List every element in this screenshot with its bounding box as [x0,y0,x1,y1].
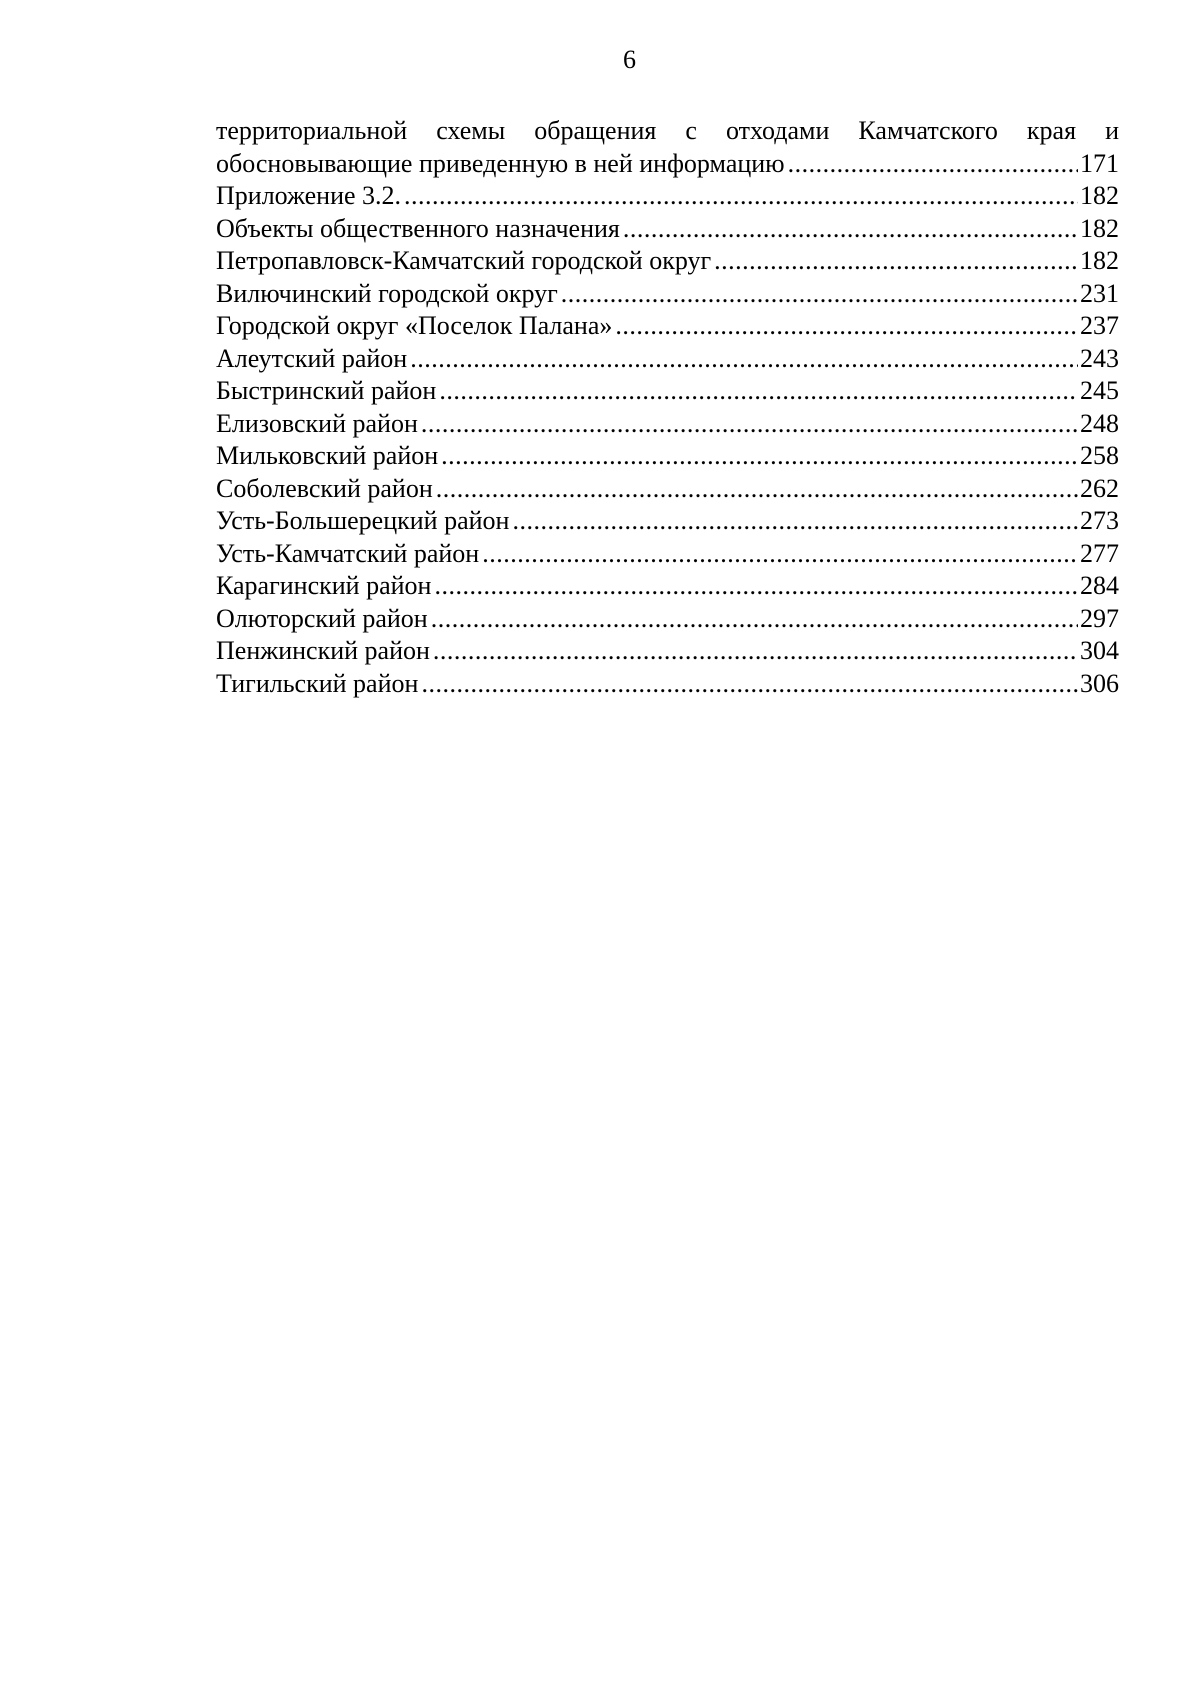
toc-entry-label: обосновывающие приведенную в ней информацию [216,148,785,178]
toc-continued-line: территориальной схемы обращения с отходами Камчатского края и [216,116,1119,145]
toc-entry[interactable] [216,375,1119,408]
toc-entry-label: Алеутский район [216,343,408,373]
dot-leader [512,505,1078,538]
toc-entry[interactable] [216,538,1119,571]
toc-entry-label: Пенжинский район [216,636,430,665]
toc-entry-page: 182 [1080,181,1119,210]
toc-entry-page: 245 [1080,376,1119,405]
toc-entry[interactable] [216,245,1119,278]
toc-entry-label: Олюторский район [216,603,428,633]
toc-entry-page: 304 [1080,636,1119,665]
dot-leader [561,278,1078,311]
toc-entry-page: 258 [1080,441,1119,470]
toc-entry[interactable] [216,668,1119,701]
toc-entry-label: Петропавловск-Камчатский городской округ [216,246,712,275]
dot-leader [436,473,1078,506]
dot-leader [615,310,1078,343]
toc-entry-page: 231 [1080,278,1119,308]
toc-entry[interactable] [216,440,1119,473]
toc-entry-label: Городской округ «Поселок Палана» [216,311,613,340]
toc-entry-label: Тигильский район [216,668,419,698]
toc-entry-page: 182 [1080,213,1119,243]
toc-entry[interactable] [216,213,1119,246]
table-of-contents [216,115,1119,700]
toc-entry[interactable] [216,603,1119,636]
dot-leader [421,668,1078,701]
page-number: 6 [623,45,636,74]
toc-entry-label: Усть-Камчатский район [216,538,480,568]
toc-entry[interactable] [216,278,1119,311]
toc-entry-label: Елизовский район [216,408,418,438]
toc-entry[interactable] [216,343,1119,376]
dot-leader [433,635,1078,668]
dot-leader [431,603,1078,636]
dot-leader [441,440,1078,473]
dot-leader [439,375,1078,408]
toc-entry[interactable] [216,505,1119,538]
toc-entry-label: Соболевский район [216,473,433,503]
toc-entry-label: Вилючинский городской округ [216,278,558,308]
toc-entry[interactable] [216,310,1119,343]
toc-entry-label: Карагинский район [216,571,432,600]
toc-entry[interactable] [216,408,1119,441]
toc-entry-page: 262 [1080,473,1119,503]
toc-entry-label: Усть-Большерецкий район [216,506,510,535]
dot-leader [421,408,1078,441]
toc-entry-label: Приложение 3.2. [216,181,402,210]
dot-leader [482,538,1078,571]
dot-leader [714,245,1078,278]
toc-entry-page: 248 [1080,408,1119,438]
toc-entry-page: 306 [1080,668,1119,698]
toc-entry[interactable] [216,473,1119,506]
dot-leader [410,343,1078,376]
toc-entry-label: Объекты общественного назначения [216,213,620,243]
toc-entry-page: 243 [1080,343,1119,373]
toc-entry-page: 284 [1080,571,1119,600]
toc-entry-label: Быстринский район [216,376,437,405]
toc-entry[interactable] [216,180,1119,213]
toc-entry-label: Мильковский район [216,441,439,470]
toc-entry-page: 171 [1080,148,1119,178]
dot-leader [623,213,1078,246]
toc-entry[interactable] [216,570,1119,603]
toc-entry-page: 237 [1080,311,1119,340]
toc-entry-page: 182 [1080,246,1119,275]
toc-entry-page: 297 [1080,603,1119,633]
toc-entry[interactable] [216,635,1119,668]
toc-entry-page: 273 [1080,506,1119,535]
toc-entry-page: 277 [1080,538,1119,568]
dot-leader [788,148,1078,181]
dot-leader [434,570,1078,603]
dot-leader [404,180,1078,213]
toc-entry[interactable] [216,148,1119,181]
